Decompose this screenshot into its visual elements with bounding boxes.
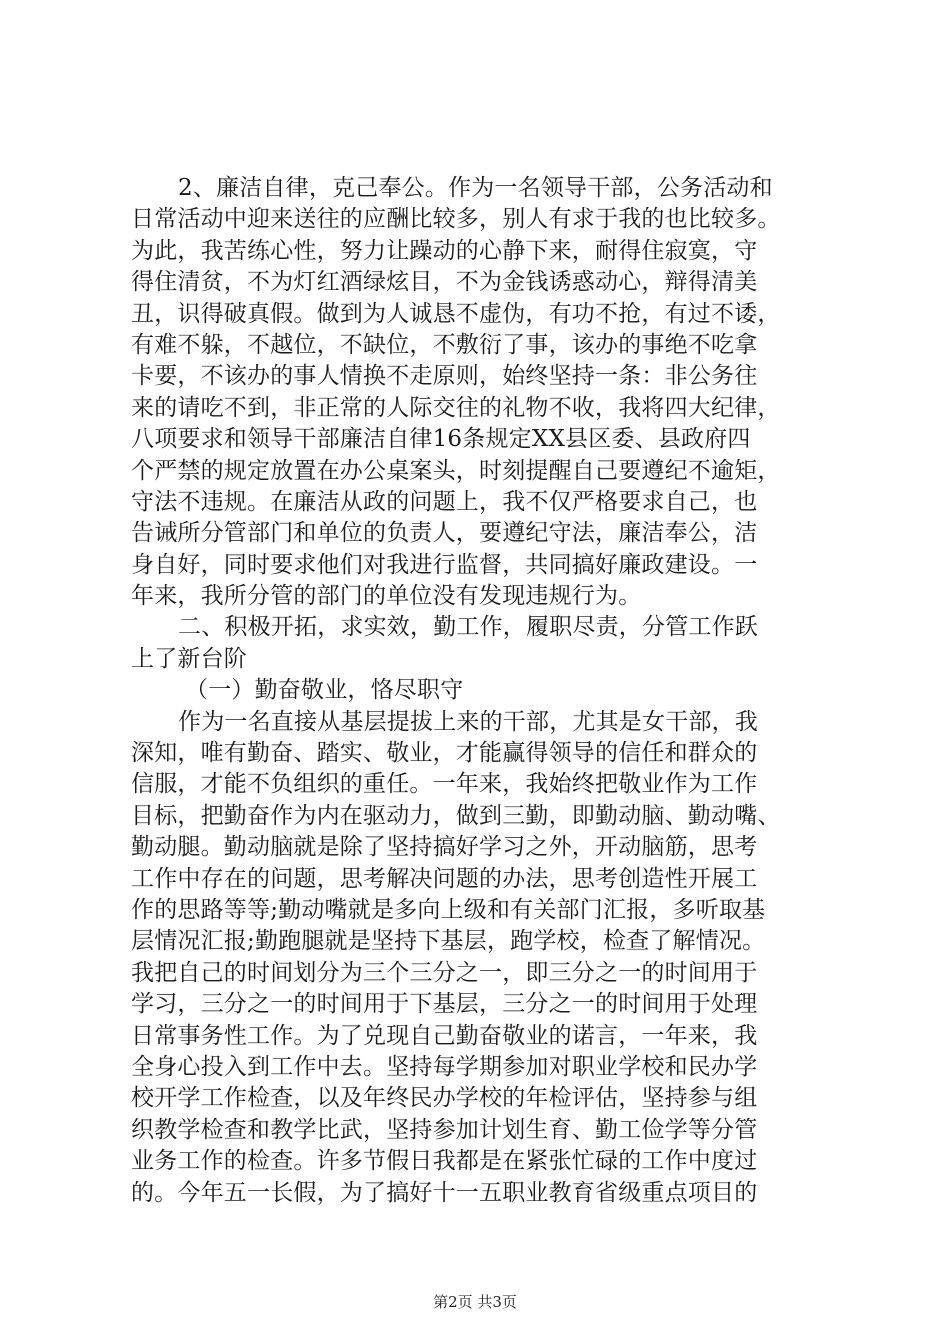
paragraph-line: 为此，我苦练心性，努力让躁动的心静下来，耐得住寂寞，守 — [131, 237, 758, 264]
paragraph-line: 深知，唯有勤奋、踏实、敬业，才能赢得领导的信任和群众的 — [131, 740, 758, 767]
paragraph-line: 得住清贫，不为灯红酒绿炫目，不为金钱诱惑动心，辩得清美 — [131, 269, 758, 296]
paragraph-line: 丑，识得破真假。做到为人诚恳不虚伪，有功不抢，有过不诿， — [131, 300, 781, 327]
paragraph-line: 织教学检查和教学比武，坚持参加计划生育、勤工俭学等分管 — [131, 1116, 758, 1143]
paragraph-line: 信服，才能不负组织的重任。一年来，我始终把敬业作为工作 — [131, 771, 758, 798]
paragraph-line: 全身心投入到工作中去。坚持每学期参加对职业学校和民办学 — [131, 1053, 758, 1080]
paragraph-line: 工作中存在的问题，思考解决问题的办法，思考创造性开展工 — [131, 865, 758, 892]
paragraph-line: 作为一名直接从基层提拔上来的干部，尤其是女干部，我 — [178, 708, 758, 735]
paragraph-line: 层情况汇报;勤跑腿就是坚持下基层，跑学校，检查了解情况。 — [131, 928, 766, 955]
paragraph-line: 校开学工作检查，以及年终民办学校的年检评估，坚持参与组 — [131, 1085, 758, 1112]
section-heading-line: 二、积极开拓，求实效，勤工作，履职尽责，分管工作跃 — [178, 614, 758, 641]
paragraph-line: 勤动腿。勤动脑就是除了坚持搞好学习之外，开动脑筋，思考 — [131, 834, 758, 861]
paragraph-line: 学习，三分之一的时间用于下基层，三分之一的时间用于处理 — [131, 991, 758, 1018]
paragraph-line: 卡要，不该办的事人情换不走原则，始终坚持一条：非公务往 — [131, 363, 758, 390]
paragraph-line: 个严禁的规定放置在办公桌案头，时刻提醒自己要遵纪不逾矩， — [131, 457, 781, 484]
subsection-heading: （一）勤奋敬业，恪尽职守 — [185, 677, 464, 704]
paragraph-line: 有难不躲，不越位，不缺位，不敷衍了事，该办的事绝不吃拿 — [131, 331, 758, 358]
paragraph-line: 日常活动中迎来送往的应酬比较多，别人有求于我的也比较多。 — [131, 206, 781, 233]
paragraph-line: 守法不违规。在廉洁从政的问题上，我不仅严格要求自己，也 — [131, 488, 758, 515]
document-body — [131, 173, 831, 1209]
paragraph-line: 作的思路等等;勤动嘴就是多向上级和有关部门汇报，多听取基 — [131, 896, 766, 923]
paragraph-line: 年来，我所分管的部门的单位没有发现违规行为。 — [131, 583, 642, 610]
paragraph-line: 八项要求和领导干部廉洁自律16条规定XX县区委、县政府四 — [131, 426, 751, 453]
paragraph-line: 2、廉洁自律，克己奉公。作为一名领导干部，公务活动和 — [178, 175, 773, 201]
paragraph-line: 告诫所分管部门和单位的负责人，要遵纪守法，廉洁奉公，洁 — [131, 520, 758, 547]
paragraph-line: 我把自己的时间划分为三个三分之一，即三分之一的时间用于 — [131, 959, 758, 986]
paragraph-line: 来的请吃不到，非正常的人际交往的礼物不收，我将四大纪律， — [131, 394, 781, 421]
section-heading-line: 上了新台阶 — [131, 645, 247, 672]
paragraph-line: 的。今年五一长假，为了搞好十一五职业教育省级重点项目的 — [131, 1179, 758, 1206]
page-number-footer: 第2页 共3页 — [433, 1293, 517, 1311]
paragraph-line: 身自好，同时要求他们对我进行监督，共同搞好廉政建设。一 — [131, 551, 758, 578]
paragraph-line: 目标，把勤奋作为内在驱动力，做到三勤，即勤动脑、勤动嘴、 — [131, 802, 781, 829]
paragraph-line: 业务工作的检查。许多节假日我都是在紧张忙碌的工作中度过 — [131, 1148, 758, 1175]
paragraph-line: 日常事务性工作。为了兑现自己勤奋敬业的诺言，一年来，我 — [131, 1022, 758, 1049]
